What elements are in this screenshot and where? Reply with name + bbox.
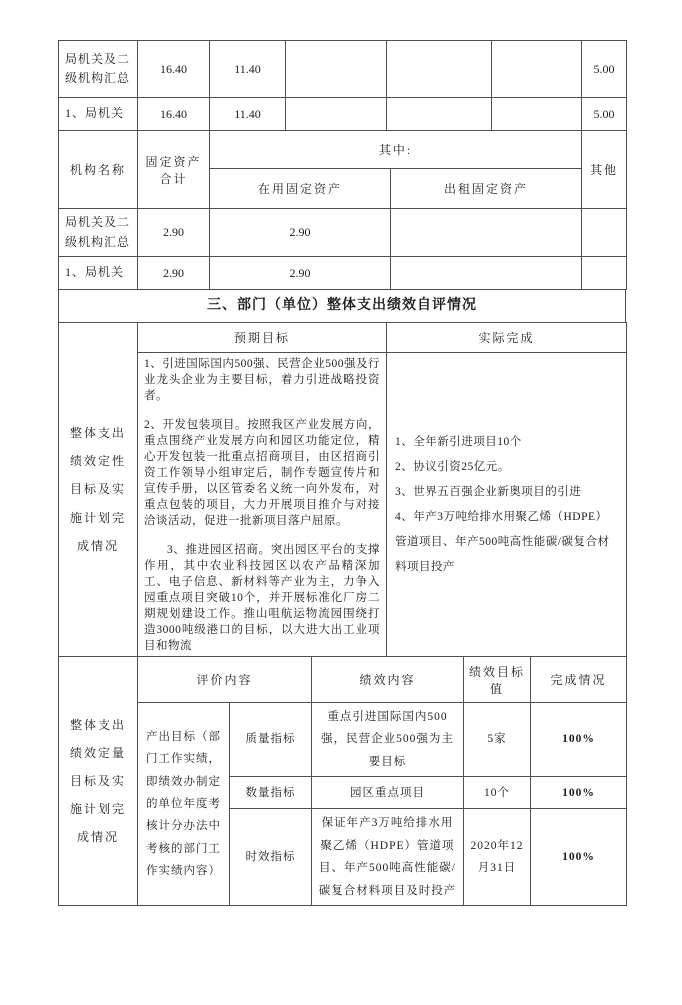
actual-completion-cell <box>387 353 627 657</box>
completion-value-cell: 100% <box>531 777 627 809</box>
table-header-row <box>59 323 627 353</box>
quantitative-targets-table <box>58 656 627 906</box>
value-cell <box>391 257 582 290</box>
table-row <box>59 98 627 131</box>
value-cell: 16.40 <box>138 41 210 98</box>
actual-item: 2、协议引资25亿元。 <box>395 460 510 473</box>
document-page <box>0 40 682 1005</box>
indicator-cell: 时效指标 <box>230 809 312 906</box>
expected-paragraph: 1、引进国际国内500强、民营企业500强及行业龙头企业为主要目标，着力引进战略投资者。 <box>144 358 380 402</box>
leased-asset-header: 出租固定资产 <box>391 169 582 209</box>
value-cell: 11.40 <box>210 98 286 131</box>
performance-content-cell: 园区重点项目 <box>312 777 464 809</box>
value-cell <box>286 41 387 98</box>
performance-content-cell: 保证年产3万吨给排水用聚乙烯（HDPE）管道项目、年产500吨高性能碳/碳复合材料项目及时投产 <box>312 809 464 906</box>
indicator-cell: 数量指标 <box>230 777 312 809</box>
actual-item: 1、全年新引进项目10个 <box>395 435 522 448</box>
fixed-asset-total-header: 固定资产合计 <box>138 131 210 209</box>
section-title: 三、部门（单位）整体支出绩效自评情况 <box>58 289 626 323</box>
indicator-cell: 质量指标 <box>230 703 312 777</box>
value-cell <box>387 98 492 131</box>
evaluation-content-header: 评价内容 <box>138 657 312 703</box>
value-cell: 2.90 <box>210 209 391 257</box>
value-cell <box>492 41 582 98</box>
in-use-asset-header: 在用固定资产 <box>210 169 391 209</box>
expected-goal-cell <box>138 353 387 657</box>
value-cell <box>582 209 627 257</box>
table-row <box>59 353 627 657</box>
value-cell: 11.40 <box>210 41 286 98</box>
org-name-cell: 局机关及二级机构汇总 <box>59 41 138 98</box>
among-header: 其中: <box>210 131 582 169</box>
org-name-cell: 局机关及二级机构汇总 <box>59 209 138 257</box>
target-value-cell: 5家 <box>464 703 531 777</box>
table-row <box>59 703 627 777</box>
actual-completion-header: 实际完成 <box>387 323 627 353</box>
expected-paragraph: 2、开发包装项目。按照我区产业发展方向，重点围绕产业发展方向和园区功能定位，精心开发包装一批重点招商项目，由区招商引资工作领导小组审定后，制作专题宣传片和宣传手册，以区管委名义统一向外发布，对重点包装的项目，大力开展项目推介与对接洽谈活动，促进一批新项目落户屈原。 <box>144 419 380 527</box>
value-cell: 2.90 <box>210 257 391 290</box>
performance-content-cell: 重点引进国际国内500强，民营企业500强为主要目标 <box>312 703 464 777</box>
value-cell: 5.00 <box>582 41 627 98</box>
target-value-cell: 2020年12月31日 <box>464 809 531 906</box>
table-row <box>59 257 627 290</box>
value-cell <box>387 41 492 98</box>
value-cell <box>286 98 387 131</box>
performance-target-header: 绩效目标值 <box>464 657 531 703</box>
target-value-cell: 10个 <box>464 777 531 809</box>
asset-summary-table <box>58 40 627 131</box>
completion-value-cell: 100% <box>531 703 627 777</box>
quantitative-row-label: 整体支出绩效定量目标及实施计划完成情况 <box>59 657 138 906</box>
value-cell: 2.90 <box>138 209 210 257</box>
actual-item: 4、年产3万吨给排水用聚乙烯（HDPE）管道项目、年产500吨高性能碳/碳复合材料项目投产 <box>395 510 610 573</box>
value-cell <box>391 209 582 257</box>
completion-status-header: 完成情况 <box>531 657 627 703</box>
completion-value-cell: 100% <box>531 809 627 906</box>
output-target-cell: 产出目标（部门工作实绩，即绩效办制定的单位年度考核计分办法中考核的部门工作实绩内容） <box>138 703 230 906</box>
performance-content-header: 绩效内容 <box>312 657 464 703</box>
report-document <box>58 40 626 906</box>
table-header-row <box>59 657 627 703</box>
org-name-header: 机构名称 <box>59 131 138 209</box>
fixed-asset-table <box>58 130 627 290</box>
value-cell: 2.90 <box>138 257 210 290</box>
value-cell <box>582 257 627 290</box>
actual-item: 3、世界五百强企业新奥项目的引进 <box>395 485 582 498</box>
org-name-cell: 1、局机关 <box>59 257 138 290</box>
expected-paragraph: 3、推进园区招商。突出园区平台的支撑作用，其中农业科技园区以农产品精深加工、电子信息、新材料等产业为主，力争入园重点项目突破10个，并开展标准化厂房二期规划建设工作。推山咀航运物流园围绕打造3000吨级港口的目标，以大进大出工业项目和物流 <box>144 544 380 652</box>
qualitative-targets-table <box>58 322 627 657</box>
qualitative-row-label: 整体支出绩效定性目标及实施计划完成情况 <box>59 323 138 657</box>
table-row <box>59 41 627 98</box>
table-header-row <box>59 131 627 169</box>
value-cell <box>492 98 582 131</box>
other-header: 其他 <box>582 131 627 209</box>
value-cell: 16.40 <box>138 98 210 131</box>
value-cell: 5.00 <box>582 98 627 131</box>
table-row <box>59 209 627 257</box>
expected-goal-header: 预期目标 <box>138 323 387 353</box>
org-name-cell: 1、局机关 <box>59 98 138 131</box>
